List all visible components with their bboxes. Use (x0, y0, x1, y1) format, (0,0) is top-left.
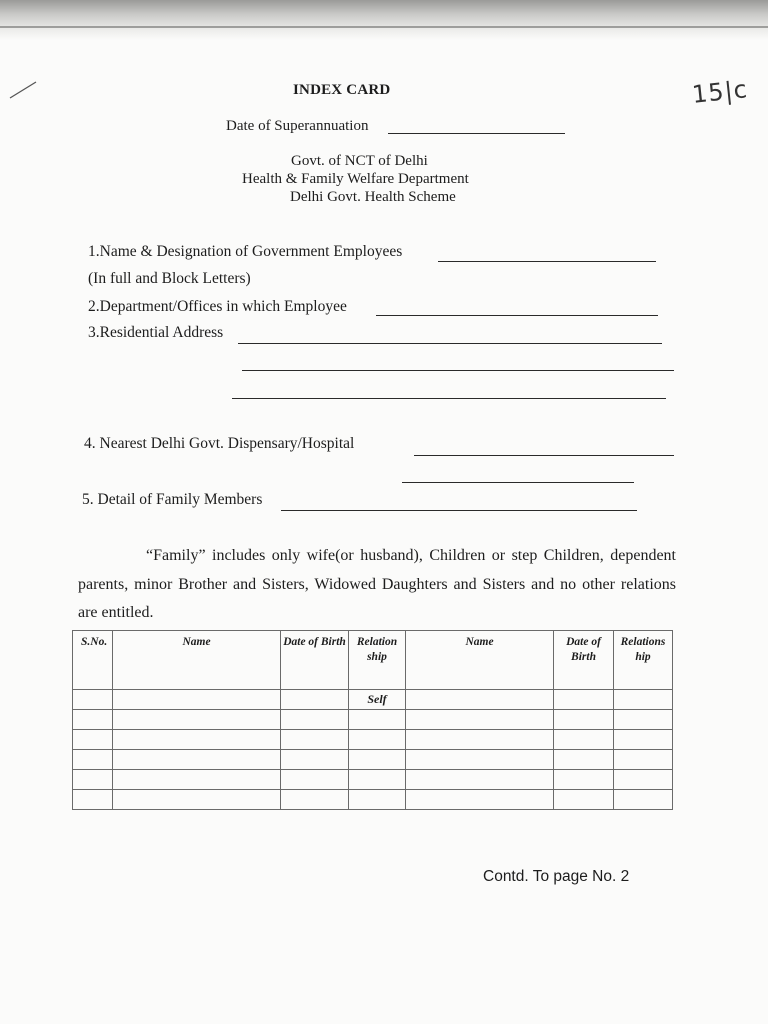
table-cell[interactable] (73, 730, 113, 750)
table-cell[interactable] (554, 730, 614, 750)
table-row (73, 690, 673, 710)
address-blank-2[interactable] (242, 370, 674, 371)
dispensary-blank-2[interactable] (402, 482, 634, 483)
table-cell[interactable] (554, 750, 614, 770)
table-cell[interactable] (554, 690, 614, 710)
table-cell[interactable] (349, 730, 406, 750)
table-cell[interactable] (73, 770, 113, 790)
name-designation-label: 1.Name & Designation of Government Employees (88, 243, 403, 260)
address-blank-1[interactable] (238, 343, 662, 344)
table-cell[interactable] (614, 710, 673, 730)
address-label: 3.Residential Address (88, 324, 224, 341)
table-cell[interactable] (406, 750, 554, 770)
table-cell[interactable] (281, 790, 349, 810)
table-cell[interactable] (281, 710, 349, 730)
table-cell[interactable] (113, 790, 281, 810)
table-cell[interactable] (406, 690, 554, 710)
table-cell[interactable] (406, 710, 554, 730)
department-label: 2.Department/Offices in which Employee (88, 298, 347, 315)
org-line-govt: Govt. of NCT of Delhi (291, 153, 428, 169)
table-cell[interactable] (73, 750, 113, 770)
scan-top-edge (0, 0, 768, 40)
department-blank[interactable] (376, 315, 658, 316)
table-cell[interactable] (614, 690, 673, 710)
superannuation-label: Date of Superannuation (226, 118, 369, 134)
table-cell[interactable] (349, 710, 406, 730)
table-row (73, 710, 673, 730)
self-relation-cell[interactable] (349, 690, 406, 710)
table-cell[interactable] (349, 790, 406, 810)
header-relationship-2: Relations hip (614, 631, 673, 690)
continued-note: Contd. To page No. 2 (483, 868, 630, 885)
org-line-scheme: Delhi Govt. Health Scheme (290, 189, 456, 205)
org-line-department: Health & Family Welfare Department (242, 171, 469, 187)
family-members-table (72, 630, 673, 810)
pen-mark (8, 80, 38, 100)
table-cell[interactable] (614, 730, 673, 750)
table-cell[interactable] (614, 750, 673, 770)
table-row (73, 730, 673, 750)
table-row (73, 770, 673, 790)
table-cell[interactable] (281, 770, 349, 790)
table-cell[interactable] (281, 750, 349, 770)
name-note: (In full and Block Letters) (88, 270, 251, 287)
table-cell[interactable] (406, 790, 554, 810)
table-header-row (73, 631, 673, 690)
table-cell[interactable] (554, 790, 614, 810)
table-cell[interactable] (73, 690, 113, 710)
table-cell[interactable] (406, 770, 554, 790)
table-cell[interactable] (281, 690, 349, 710)
table-cell[interactable] (554, 770, 614, 790)
table-cell[interactable] (614, 770, 673, 790)
family-definition-paragraph (78, 542, 676, 628)
name-designation-blank[interactable] (438, 261, 656, 262)
table-cell[interactable] (554, 710, 614, 730)
self-relation-text: Self (367, 692, 387, 706)
table-cell[interactable] (113, 770, 281, 790)
family-detail-label: 5. Detail of Family Members (82, 491, 263, 508)
table-cell[interactable] (113, 730, 281, 750)
header-sno: S.No. (73, 631, 113, 690)
table-cell[interactable] (113, 690, 281, 710)
page-title: INDEX CARD (293, 82, 391, 98)
header-name: Name (113, 631, 281, 690)
table-cell[interactable] (614, 790, 673, 810)
superannuation-blank[interactable] (388, 133, 565, 134)
table-cell[interactable] (73, 790, 113, 810)
handwritten-annotation: 15|c (690, 75, 750, 109)
table-cell[interactable] (349, 770, 406, 790)
dispensary-label: 4. Nearest Delhi Govt. Dispensary/Hospital (84, 435, 355, 452)
table-row (73, 750, 673, 770)
table-cell[interactable] (73, 710, 113, 730)
table-cell[interactable] (281, 730, 349, 750)
family-detail-blank[interactable] (281, 510, 637, 511)
header-name-2: Name (406, 631, 554, 690)
address-blank-3[interactable] (232, 398, 666, 399)
dispensary-blank-1[interactable] (414, 455, 674, 456)
table-cell[interactable] (113, 710, 281, 730)
family-definition-text: “Family” includes only wife(or husband), Children or step Children, dependent parents, minor Brother and Sisters, Widowed Daughters and Sisters and no other relations are entitled. (78, 547, 676, 621)
header-relationship: Relation ship (349, 631, 406, 690)
table-row (73, 790, 673, 810)
header-date-of-birth: Date of Birth (281, 631, 349, 690)
table-cell[interactable] (113, 750, 281, 770)
header-date-of-birth-2: Date of Birth (554, 631, 614, 690)
table-cell[interactable] (406, 730, 554, 750)
table-cell[interactable] (349, 750, 406, 770)
